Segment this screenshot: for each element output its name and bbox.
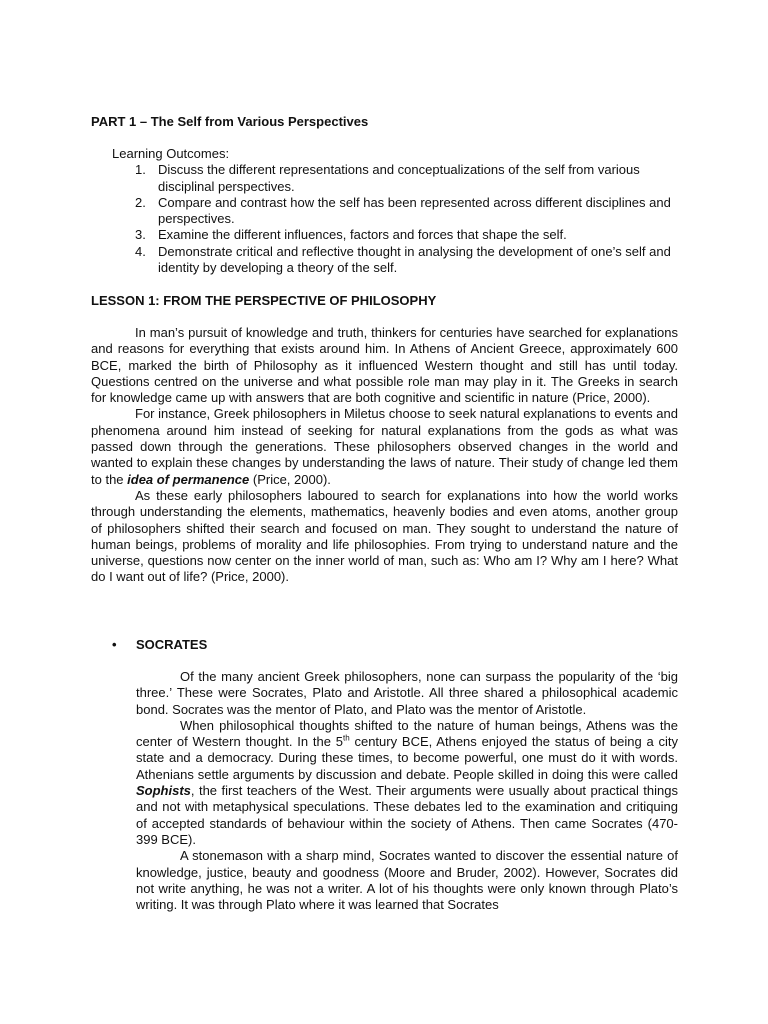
list-item-text: Examine the different influences, factors and forces that shape the self. (158, 227, 567, 243)
section-heading: SOCRATES (136, 637, 208, 652)
bullet-icon: • (112, 637, 117, 652)
list-number: 3. (135, 227, 146, 243)
learning-outcomes (112, 146, 678, 276)
list-number: 4. (135, 243, 146, 259)
paragraph: A stonemason with a sharp mind, Socrates wanted to discover the essential nature of knowledge, justice, beauty and goodness (Moore and Bruder, 2002). However, Socrates did not write anything, he was not a writer. A lot of his thoughts were only known through Plato’s writing. It was through Plato where it was learned that Socrates (136, 848, 678, 913)
paragraph-text: For instance, Greek philosophers in Miletus choose to seek natural explanations to events and phenomena around him instead of seeking for natural explanations from the gods as what was passed down through the generations. These philosophers observed changes in the world and wanted to explain these changes by understanding the laws of nature. Their study of change led them to the (91, 406, 678, 487)
paragraph-text: century BCE, Athens enjoyed the status of being a city state and a democracy. During these times, to become powerful, one must do it with words. Athenians settle arguments by discussion and debate. People skilled in doing this were called (136, 734, 678, 782)
paragraph-text: , the first teachers of the West. Their arguments were usually about practical things and not with metaphysical speculations. These debates led to the examination and critiquing of accepted standards of behaviour within the society of Athens. Then came Socrates (470-399 BCE). (136, 783, 678, 847)
list-number: 2. (135, 194, 146, 210)
socrates-body (136, 669, 678, 913)
paragraph-text: (Price, 2000). (249, 471, 331, 487)
list-item (112, 195, 678, 228)
part-title: PART 1 – The Self from Various Perspectives (91, 114, 369, 129)
list-number: 1. (135, 162, 146, 178)
list-item (112, 227, 678, 243)
emphasis-text: idea of permanence (127, 471, 250, 487)
lesson-title: LESSON 1: FROM THE PERSPECTIVE OF PHILOSOPHY (91, 293, 437, 308)
learning-outcomes-title: Learning Outcomes: (112, 146, 230, 161)
list-item-text: Demonstrate critical and reflective thought in analysing the development of one’s self and identity by developing a theory of the self. (158, 243, 671, 276)
learning-outcomes-list (112, 162, 678, 276)
paragraph: As these early philosophers laboured to search for explanations into how the world works through understanding the elements, mathematics, heavenly bodies and even atoms, another group of philosophers shifted their search and focused on man. They sought to understand the nature of human beings, problems of morality and life philosophies. From trying to understand nature and the universe, questions now center on the inner world of man, such as: Who am I? Why am I here? What do I want out of life? (Price, 2000). (91, 487, 678, 585)
list-item (112, 244, 678, 277)
lesson-body (91, 325, 678, 586)
emphasis-text: Sophists (136, 783, 191, 799)
paragraph-text: When philosophical thoughts shifted to the nature of human beings, Athens was the center of Western thought. In the 5 (136, 717, 678, 750)
paragraph (91, 406, 678, 487)
list-item-text: Discuss the different representations and conceptualizations of the self from various disciplinal perspectives. (158, 162, 640, 194)
list-item-text: Compare and contrast how the self has been represented across different disciplines and perspectives. (158, 194, 671, 227)
paragraph (136, 718, 678, 848)
paragraph: In man’s pursuit of knowledge and truth, thinkers for centuries have searched for explanations and reasons for everything that exists around him. In Athens of Ancient Greece, approximately 600 BCE, marked the birth of Philosophy as it influenced Western thought and still has until today. Questions centred on the universe and what possible role man may play in it. The Greeks in search for knowledge came up with answers that are both cognitive and scientific in nature (Price, 2000). (91, 325, 678, 406)
paragraph: Of the many ancient Greek philosophers, none can surpass the popularity of the ‘big three.’ These were Socrates, Plato and Aristotle. All three shared a philosophical academic bond. Socrates was the mentor of Plato, and Plato was the mentor of Aristotle. (136, 669, 678, 717)
section-heading-socrates (112, 637, 207, 653)
list-item (112, 162, 678, 195)
superscript: th (343, 733, 350, 743)
